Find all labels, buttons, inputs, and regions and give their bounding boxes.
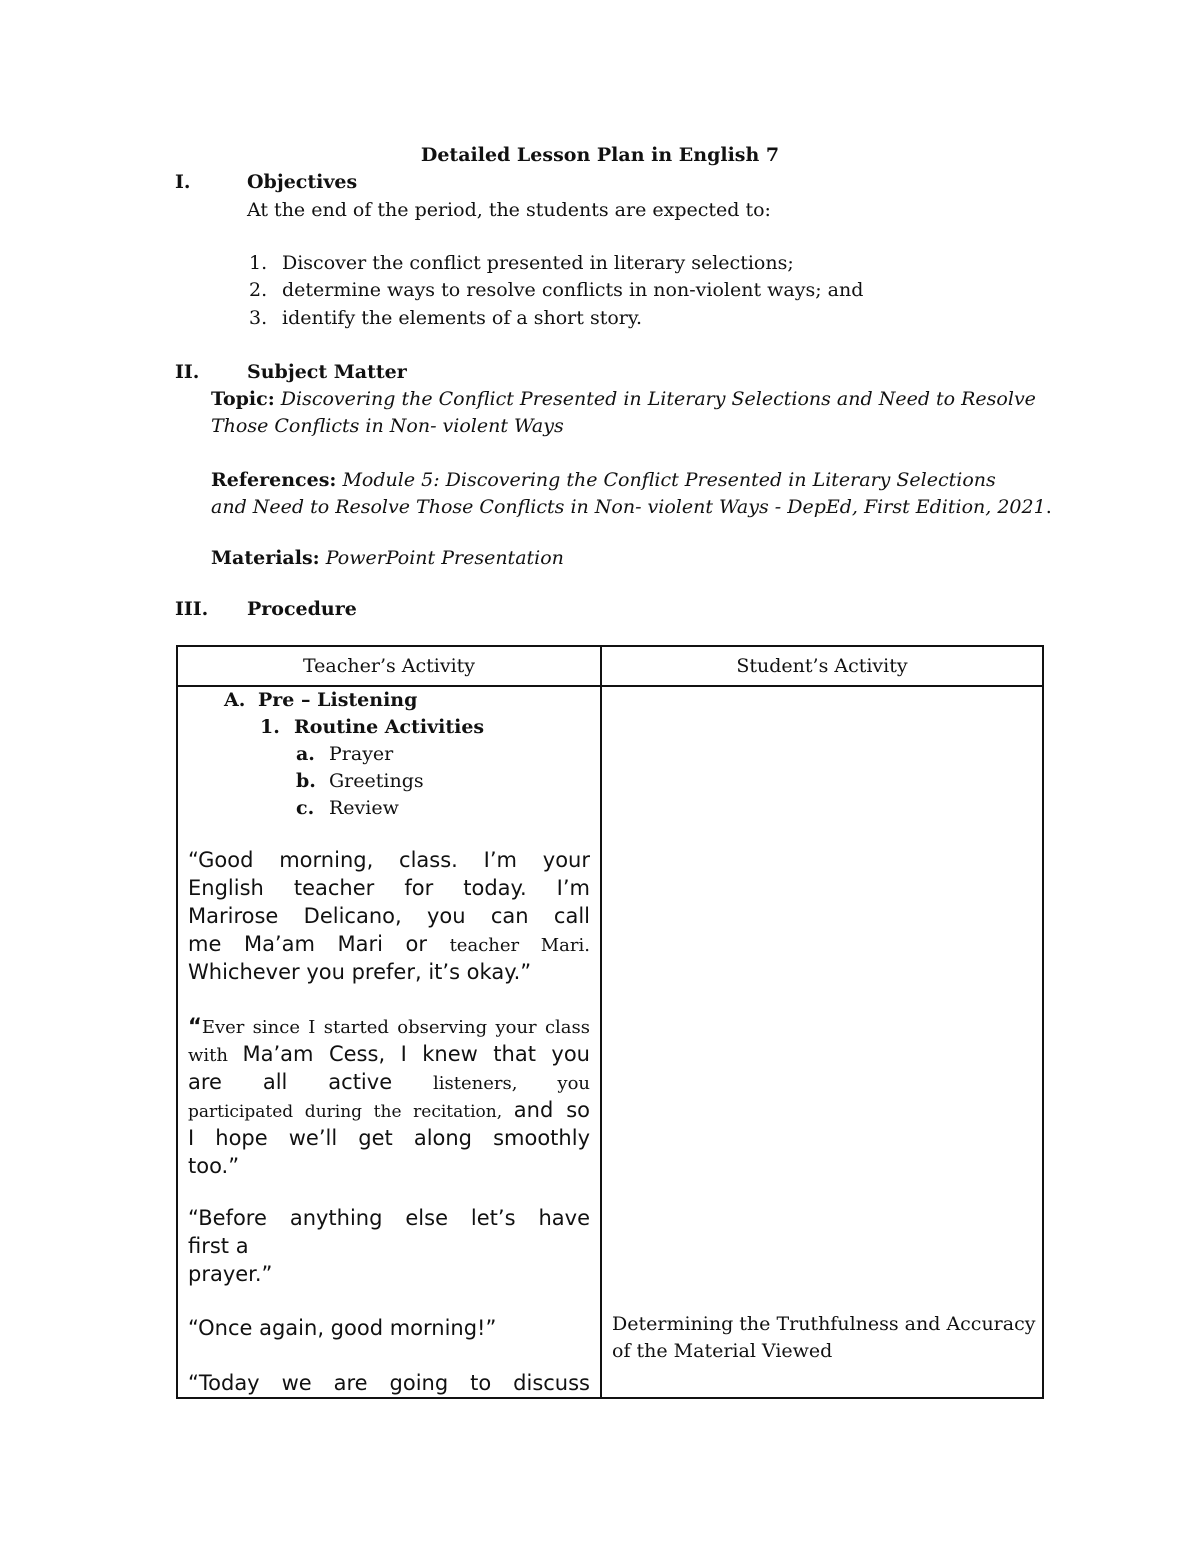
section-heading-subject-matter: Subject Matter (247, 361, 407, 383)
observation-line: too.” (188, 1154, 240, 1178)
routine-item-letter: c. (296, 797, 315, 819)
good-morning-line: “Once again, good morning!” (188, 1316, 497, 1340)
topic-line-1 (211, 388, 1036, 410)
topic-line-2: Those Conflicts in Non- violent Ways (211, 415, 564, 437)
greeting-line: Marirose Delicano, you can call (188, 904, 590, 928)
materials-label: Materials: (211, 547, 320, 569)
prayer-paragraph (188, 1204, 590, 1288)
observation-line (188, 1040, 590, 1068)
routine-item-letter: a. (296, 743, 315, 765)
routine-item: Review (329, 797, 399, 819)
routine-item: Prayer (329, 743, 394, 765)
prayer-line: first a (188, 1234, 249, 1258)
section-numeral-procedure: III. (175, 598, 209, 620)
observation-fragment: Ma’am Cess, I knew that you (242, 1042, 590, 1066)
observation-line (188, 1012, 590, 1040)
references-label: References: (211, 469, 337, 491)
good-morning-paragraph (188, 1314, 590, 1342)
discussion-paragraph (188, 1369, 590, 1397)
observation-line (188, 1068, 590, 1096)
observation-line (188, 1096, 590, 1124)
routine-item-letter: b. (296, 770, 316, 792)
objective-item: identify the elements of a short story. (282, 307, 643, 329)
observation-fragment: with (188, 1045, 243, 1066)
objective-number: 3. (249, 307, 268, 329)
student-activity-cell (601, 686, 1043, 1398)
greeting-line (188, 930, 590, 958)
discussion-line: “Today we are going to discuss (188, 1371, 590, 1395)
prayer-line: “Before anything else let’s have (188, 1206, 590, 1230)
section-a-letter: A. (224, 689, 246, 711)
observation-fragment: are all active (188, 1070, 434, 1094)
objectives-intro: At the end of the period, the students are expected to: (247, 199, 771, 221)
references-period: . (1045, 496, 1052, 518)
section-numeral-subject-matter: II. (175, 361, 200, 383)
objective-item: determine ways to resolve conflicts in non-violent ways; and (282, 279, 864, 301)
materials-text: PowerPoint Presentation (325, 547, 564, 569)
observation-line: I hope we’ll get along smoothly (188, 1126, 590, 1150)
objective-item: Discover the conflict presented in literary selections; (282, 252, 794, 274)
section-heading-procedure: Procedure (247, 598, 357, 620)
section-numeral-objectives: I. (175, 171, 191, 193)
greeting-line: English teacher for today. I’m (188, 876, 590, 900)
greeting-paragraph (188, 846, 590, 986)
observation-fragment: Ever since I started observing your class (201, 1017, 590, 1038)
references-line-1 (211, 469, 996, 491)
procedure-table (176, 645, 1044, 1399)
column-header-teacher: Teacher’s Activity (177, 646, 601, 686)
document-title: Detailed Lesson Plan in English 7 (420, 144, 780, 166)
objective-number: 1. (249, 252, 268, 274)
greeting-line: Whichever you prefer, it’s okay.” (188, 960, 532, 984)
references-line-2 (211, 496, 1052, 518)
references-text-cont: and Need to Resolve Those Conflicts in Non- violent Ways - DepEd, First Edition, 2021 (211, 496, 1046, 518)
greeting-line: “Good morning, class. I’m your (188, 848, 590, 872)
routine-title: Routine Activities (294, 716, 485, 738)
observation-paragraph (188, 1012, 590, 1180)
greeting-fragment: teacher Mari. (449, 935, 590, 956)
observation-fragment: participated during the recitation, (188, 1102, 514, 1122)
references-text: Module 5: Discovering the Conflict Presented in Literary Selections (342, 469, 996, 491)
topic-label: Topic: (211, 388, 275, 410)
section-a-title: Pre – Listening (258, 689, 418, 711)
greeting-fragment: me Ma’am Mari or (188, 932, 450, 956)
observation-fragment: listeners, you (433, 1073, 590, 1094)
student-activity-line: Determining the Truthfulness and Accuracy (612, 1313, 1036, 1335)
student-activity-line: of the Material Viewed (612, 1340, 833, 1362)
observation-fragment: and so (513, 1098, 590, 1122)
column-header-student: Student’s Activity (601, 646, 1043, 686)
teacher-activity-cell (177, 686, 601, 1398)
student-activity-text (612, 1311, 1035, 1365)
routine-item: Greetings (329, 770, 424, 792)
routine-number: 1. (260, 716, 280, 738)
prayer-line: prayer.” (188, 1262, 273, 1286)
topic-text: Discovering the Conflict Presented in Literary Selections and Need to Resolve (280, 388, 1036, 410)
observation-fragment: “ (188, 1014, 202, 1038)
materials-line (211, 547, 564, 569)
section-heading-objectives: Objectives (247, 171, 358, 193)
objective-number: 2. (249, 279, 268, 301)
